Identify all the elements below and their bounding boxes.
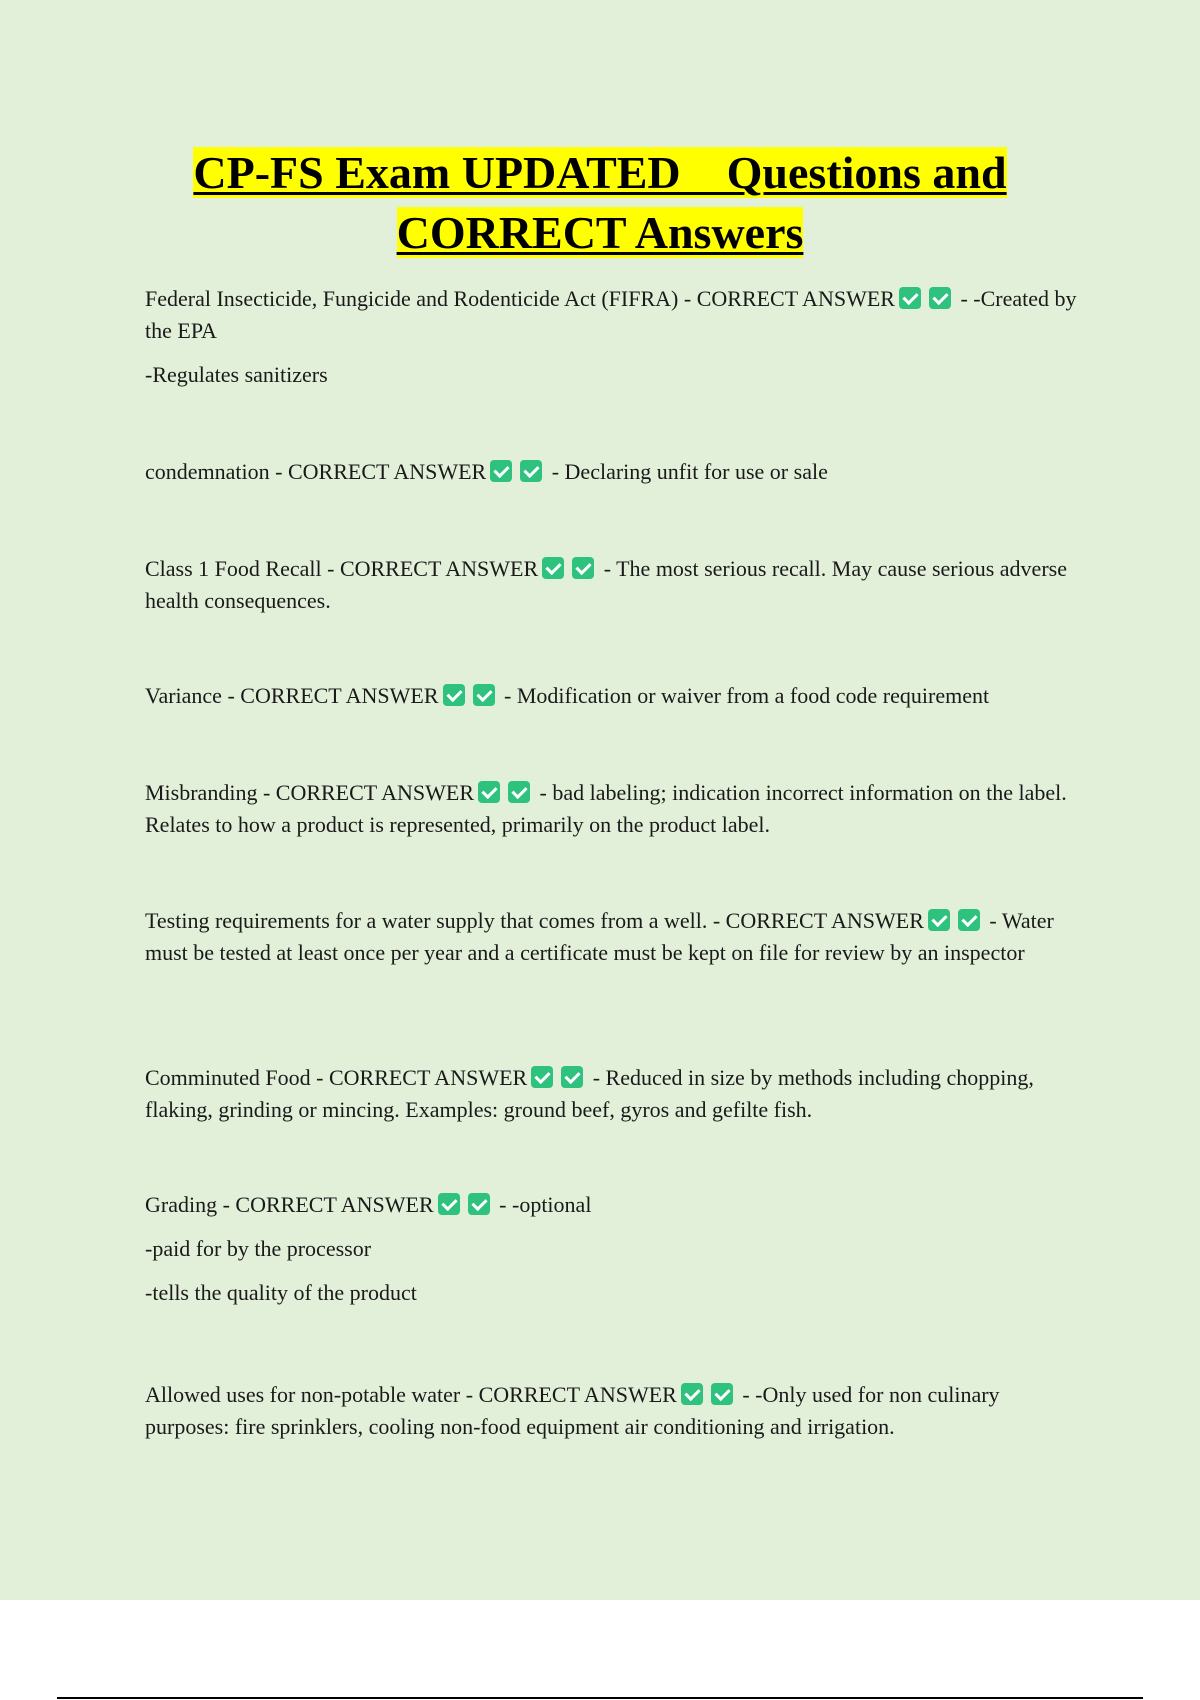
qa-text (145, 777, 1085, 841)
title-line-2: CORRECT Answers (396, 207, 804, 258)
document-title (0, 143, 1200, 263)
answer-extra-line: -Regulates sanitizers (145, 362, 328, 387)
answer-marker: CORRECT ANSWER (725, 908, 924, 933)
qa-item-condemnation (145, 456, 1085, 488)
answer-text: - Reduced in size by methods including chopping, flaking, grinding or mincing. Examples: ground beef, gyros and gefilte fish. (145, 1065, 1034, 1122)
qa-text (145, 1189, 1085, 1221)
check-mark-icon (520, 460, 542, 482)
question-text: Variance - (145, 683, 241, 708)
qa-text (145, 456, 1085, 488)
qa-item-grading (145, 1189, 1085, 1309)
qa-item-well-water-testing (145, 905, 1085, 969)
answer-text: - -Only used for non culinary purposes: fire sprinklers, cooling non-food equipment air conditioning and irrigation. (145, 1382, 1000, 1439)
check-mark-icon (561, 1066, 583, 1088)
answer-marker: CORRECT ANSWER (696, 286, 895, 311)
answer-marker: CORRECT ANSWER (478, 1382, 677, 1407)
check-mark-icon (438, 1193, 460, 1215)
check-mark-icon (531, 1066, 553, 1088)
answer-marker: CORRECT ANSWER (235, 1192, 434, 1217)
question-text: Allowed uses for non-potable water - (145, 1382, 479, 1407)
check-mark-icon (473, 684, 495, 706)
qa-item-misbranding (145, 777, 1085, 841)
check-mark-icon (443, 684, 465, 706)
qa-text (145, 905, 1085, 969)
answer-extra-line: -tells the quality of the product (145, 1280, 417, 1305)
answer-extra-line: -paid for by the processor (145, 1236, 372, 1261)
answer-marker: CORRECT ANSWER (287, 459, 487, 484)
check-mark-icon (490, 460, 512, 482)
check-mark-icon (478, 781, 500, 803)
title-line-1: CP-FS Exam UPDATED Questions and (193, 147, 1007, 198)
question-text: Class 1 Food Recall - (145, 556, 340, 581)
qa-text (145, 553, 1085, 617)
check-mark-icon (572, 557, 594, 579)
answer-text: - The most serious recall. May cause serious adverse health consequences. (145, 556, 1067, 613)
qa-item-variance (145, 680, 1085, 712)
check-mark-icon (899, 287, 921, 309)
answer-text: - bad labeling; indication incorrect information on the label. Relates to how a product is represented, primarily on the product label. (145, 780, 1067, 837)
check-mark-icon (681, 1383, 703, 1405)
qa-text (145, 680, 1085, 712)
check-mark-icon (711, 1383, 733, 1405)
question-text: Grading - (145, 1192, 236, 1217)
question-text: Comminuted Food - (145, 1065, 329, 1090)
answer-marker: CORRECT ANSWER (275, 780, 475, 805)
answer-text: - -optional (493, 1192, 592, 1217)
page-divider-line (57, 1697, 1143, 1699)
check-mark-icon (468, 1193, 490, 1215)
question-text: condemnation - (145, 459, 288, 484)
qa-text (145, 1379, 1085, 1443)
answer-text: - Declaring unfit for use or sale (546, 459, 828, 484)
answer-text: - Modification or waiver from a food code requirement (498, 683, 990, 708)
answer-text: - Water must be tested at least once per year and a certificate must be kept on file for review by an inspector (145, 908, 1054, 965)
qa-text (145, 283, 1085, 347)
question-text: Federal Insecticide, Fungicide and Rodenticide Act (FIFRA) - (145, 286, 697, 311)
qa-item-comminuted-food (145, 1062, 1085, 1126)
check-mark-icon (542, 557, 564, 579)
check-mark-icon (929, 287, 951, 309)
qa-item-fifra (145, 283, 1085, 391)
qa-text (145, 1062, 1085, 1126)
answer-marker: CORRECT ANSWER (339, 556, 539, 581)
question-text: Misbranding - (145, 780, 276, 805)
question-text: Testing requirements for a water supply that comes from a well. - (145, 908, 726, 933)
answer-marker: CORRECT ANSWER (328, 1065, 528, 1090)
answer-text: - -Created by the EPA (145, 286, 1077, 343)
qa-item-class-1-recall (145, 553, 1085, 617)
check-mark-icon (958, 909, 980, 931)
check-mark-icon (508, 781, 530, 803)
check-mark-icon (928, 909, 950, 931)
qa-item-non-potable-water (145, 1379, 1085, 1443)
answer-marker: CORRECT ANSWER (240, 683, 439, 708)
